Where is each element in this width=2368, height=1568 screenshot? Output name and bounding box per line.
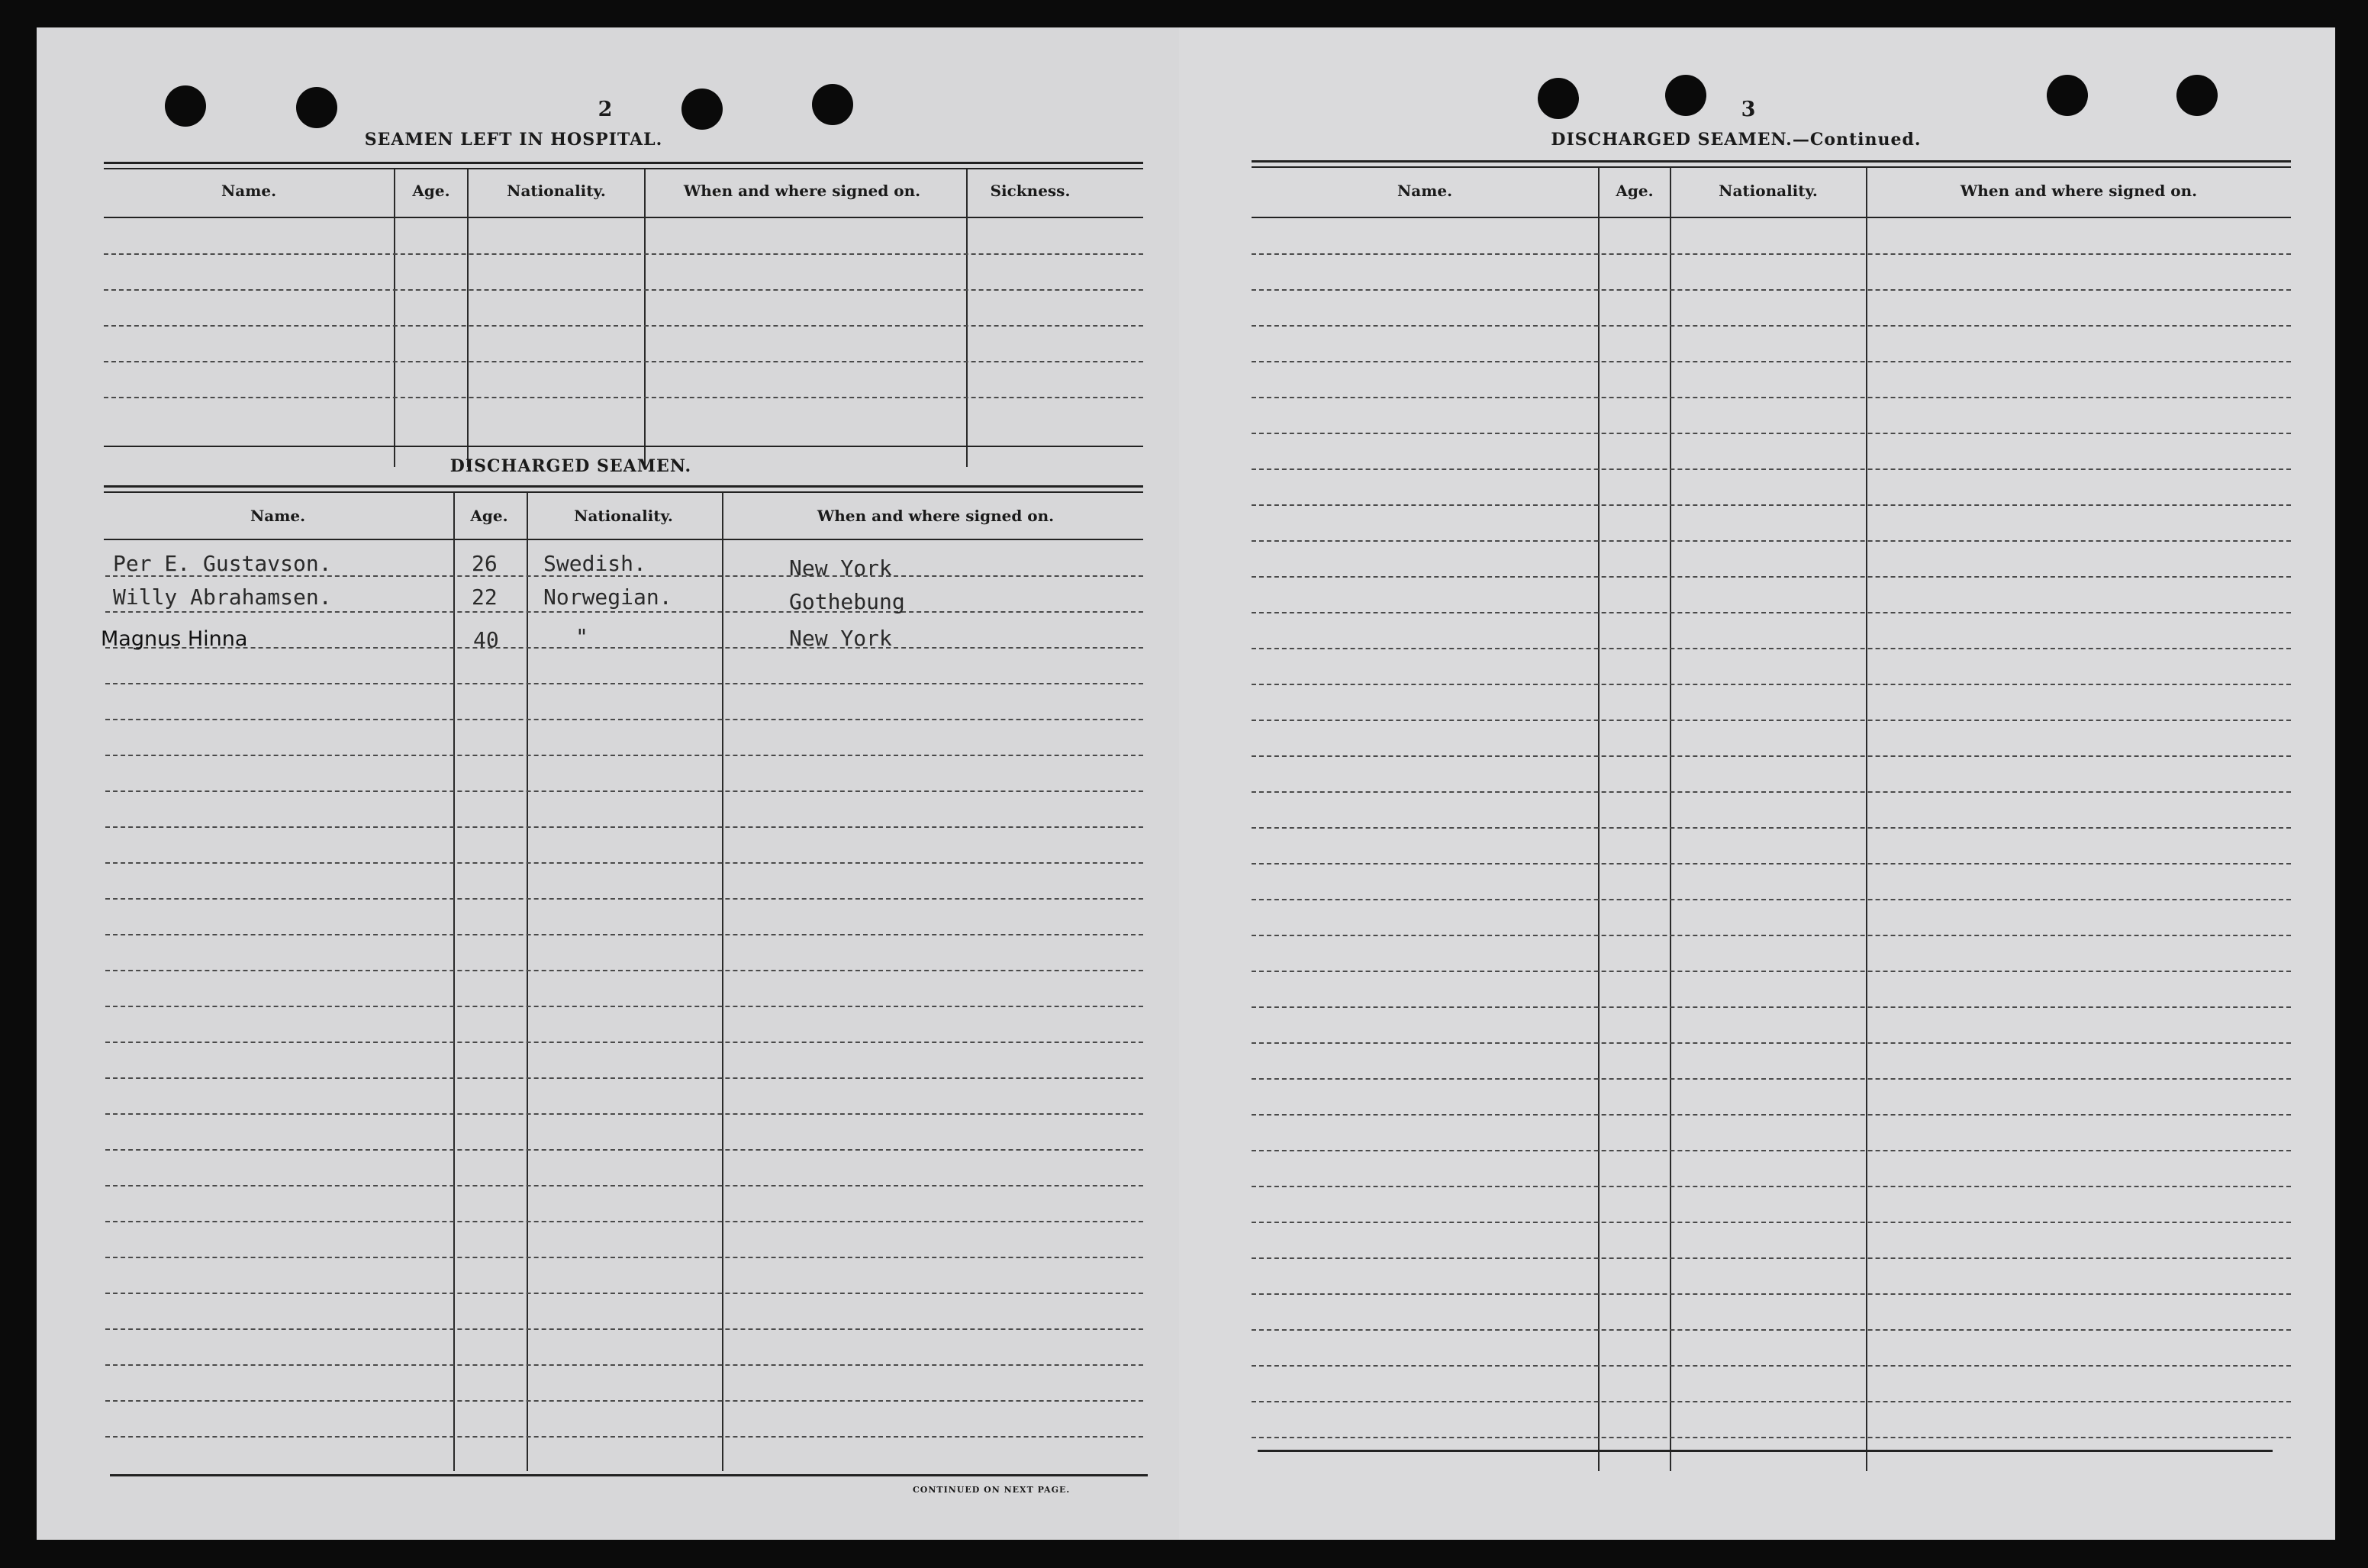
- ruled-line: [1252, 612, 2291, 613]
- ruled-line: [1252, 720, 2291, 721]
- continued-note: CONTINUED ON NEXT PAGE.: [913, 1485, 1071, 1495]
- section-rule: [104, 162, 1143, 164]
- punch-hole: [165, 85, 206, 127]
- header-signed-on: When and where signed on.: [683, 182, 921, 200]
- left-page: [37, 27, 1187, 1540]
- section-rule: [1252, 166, 2291, 168]
- ruled-line: [1252, 684, 2291, 685]
- column-divider: [453, 493, 455, 1471]
- punch-hole: [681, 89, 723, 130]
- section-rule: [104, 485, 1143, 488]
- ruled-line: [1252, 289, 2291, 291]
- ruled-line: [104, 325, 1143, 327]
- column-divider: [1670, 168, 1671, 1471]
- punch-hole: [2176, 75, 2218, 116]
- header-age: Age.: [412, 182, 450, 200]
- ruled-line: [105, 826, 1143, 828]
- ruled-line: [1252, 1222, 2291, 1223]
- discharged-continued-title: DISCHARGED SEAMEN.—Continued.: [1551, 130, 1922, 150]
- ruled-line: [1252, 648, 2291, 649]
- ruled-line: [105, 1006, 1143, 1007]
- seaman-nationality: Swedish.: [543, 551, 646, 576]
- section-rule: [1252, 160, 2291, 163]
- ruled-line: [1252, 1042, 2291, 1044]
- ruled-line: [104, 253, 1143, 255]
- ruled-line: [1252, 1150, 2291, 1151]
- ruled-line: [105, 719, 1143, 720]
- seaman-nationality: Norwegian.: [543, 584, 672, 610]
- seaman-signed-on: New York: [789, 555, 892, 581]
- header-nationality: Nationality.: [1719, 182, 1818, 200]
- column-divider: [1598, 168, 1600, 1471]
- header-rule: [104, 539, 1143, 540]
- column-divider: [1866, 168, 1867, 1471]
- seaman-age: 22: [472, 584, 498, 610]
- ruled-line: [1252, 1365, 2291, 1367]
- column-divider: [467, 169, 469, 467]
- seaman-nationality: ": [575, 624, 588, 649]
- ruled-line: [1252, 253, 2291, 255]
- column-divider: [644, 169, 646, 467]
- ruled-line: [1252, 899, 2291, 900]
- ruled-line: [105, 1185, 1143, 1186]
- section-rule: [104, 491, 1143, 493]
- ruled-line: [105, 970, 1143, 971]
- ruled-line: [105, 1436, 1143, 1438]
- header-sickness: Sickness.: [990, 182, 1071, 200]
- punch-hole: [1538, 78, 1579, 119]
- ruled-line: [1252, 576, 2291, 578]
- ruled-line: [1252, 1006, 2291, 1008]
- ruled-line: [1252, 397, 2291, 398]
- ruled-line: [1252, 325, 2291, 327]
- ruled-line: [105, 683, 1143, 684]
- page-number: 3: [1741, 98, 1756, 121]
- ruled-line: [105, 1400, 1143, 1402]
- ruled-line: [105, 1293, 1143, 1294]
- seaman-name: Willy Abrahamsen.: [113, 584, 332, 610]
- ruled-line: [1252, 935, 2291, 936]
- ruled-line: [1252, 791, 2291, 793]
- ruled-line: [1252, 468, 2291, 470]
- ruled-line: [1252, 540, 2291, 542]
- header-age: Age.: [470, 507, 508, 525]
- ruled-line: [105, 790, 1143, 792]
- header-name: Name.: [221, 182, 277, 200]
- discharged-section-title: DISCHARGED SEAMEN.: [449, 456, 692, 476]
- seaman-age: 40: [473, 627, 499, 652]
- column-divider: [722, 493, 723, 1471]
- ruled-line: [104, 361, 1143, 362]
- header-signed-on: When and where signed on.: [817, 507, 1055, 525]
- punch-hole: [1665, 75, 1706, 116]
- ruled-line: [1252, 971, 2291, 972]
- header-signed-on: When and where signed on.: [1960, 182, 2198, 200]
- column-divider: [527, 493, 528, 1471]
- section-rule: [104, 168, 1143, 169]
- ruled-line: [105, 898, 1143, 900]
- ruled-line: [105, 1113, 1143, 1115]
- table-bottom-rule: [1258, 1450, 2273, 1452]
- section-rule: [104, 446, 1143, 447]
- ruled-line: [1252, 504, 2291, 506]
- ruled-line: [1252, 1293, 2291, 1295]
- ruled-line: [1252, 1114, 2291, 1116]
- page-number: 2: [598, 98, 613, 121]
- ruled-line: [105, 862, 1143, 864]
- ruled-line: [105, 1328, 1143, 1330]
- ruled-line: [1252, 827, 2291, 829]
- seaman-signed-on: Gothebung: [789, 589, 905, 614]
- header-name: Name.: [1397, 182, 1453, 200]
- ruled-line: [105, 1077, 1143, 1079]
- header-rule: [104, 217, 1143, 218]
- ruled-line: [104, 289, 1143, 291]
- ruled-line: [1252, 1401, 2291, 1402]
- ruled-line: [105, 1042, 1143, 1043]
- punch-hole: [2047, 75, 2088, 116]
- ruled-line: [1252, 1257, 2291, 1259]
- ruled-line: [1252, 1186, 2291, 1187]
- punch-hole: [812, 84, 853, 125]
- seaman-name: Per E. Gustavson.: [113, 551, 332, 576]
- header-name: Name.: [250, 507, 306, 525]
- header-rule: [1252, 217, 2291, 218]
- ruled-line: [105, 755, 1143, 756]
- header-nationality: Nationality.: [574, 507, 673, 525]
- ruled-line: [1252, 863, 2291, 864]
- ruled-line: [1252, 1078, 2291, 1080]
- ruled-line: [105, 1364, 1143, 1366]
- ruled-line: [105, 1257, 1143, 1258]
- ruled-line: [1252, 1437, 2291, 1438]
- ruled-line: [1252, 361, 2291, 362]
- ruled-line: [105, 1221, 1143, 1222]
- ruled-line: [104, 397, 1143, 398]
- seaman-name: Magnus Hinna: [101, 627, 248, 651]
- ruled-line: [105, 611, 1143, 613]
- ruled-line: [1252, 1329, 2291, 1331]
- ruled-line: [1252, 433, 2291, 434]
- ruled-line: [1252, 755, 2291, 757]
- column-divider: [966, 169, 968, 467]
- seaman-signed-on: New York: [789, 626, 892, 651]
- header-nationality: Nationality.: [507, 182, 606, 200]
- column-divider: [394, 169, 395, 467]
- ruled-line: [105, 1149, 1143, 1151]
- table-bottom-rule: [110, 1474, 1148, 1476]
- hospital-section-title: SEAMEN LEFT IN HOSPITAL.: [364, 130, 663, 150]
- header-age: Age.: [1616, 182, 1654, 200]
- punch-hole: [296, 87, 337, 128]
- ruled-line: [105, 647, 1143, 649]
- right-page: [1179, 27, 2335, 1540]
- seaman-age: 26: [472, 551, 498, 576]
- ruled-line: [105, 934, 1143, 935]
